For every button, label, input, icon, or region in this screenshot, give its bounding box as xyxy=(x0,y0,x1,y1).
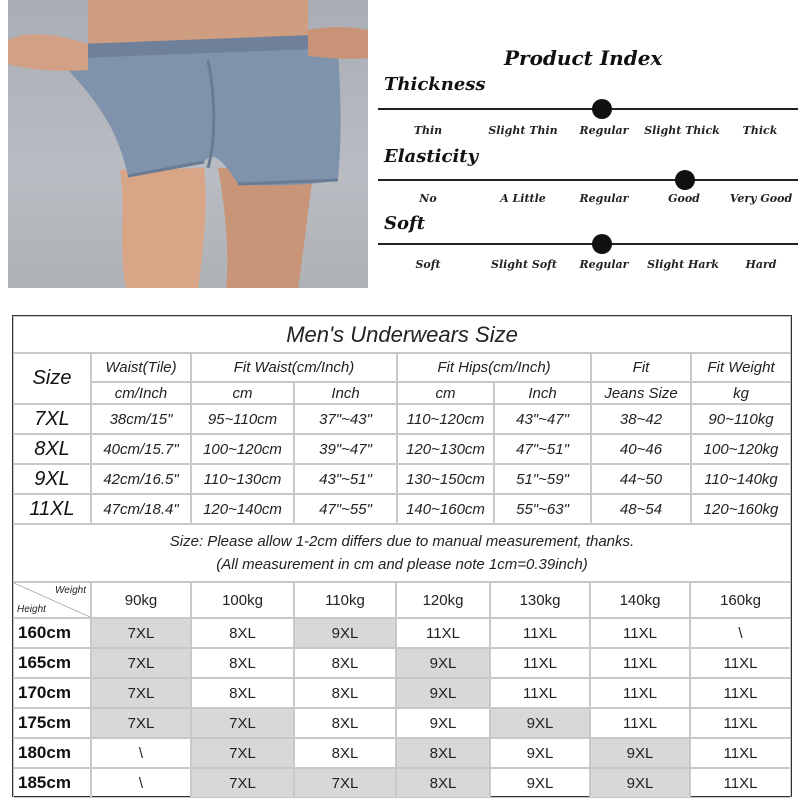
elasticity-level: Very Good xyxy=(729,192,793,205)
size-chart xyxy=(12,315,792,797)
recommended-size-cell: 9XL xyxy=(590,738,690,768)
recommended-size-cell: 11XL xyxy=(490,648,590,678)
size-table-cell: 120~130cm xyxy=(397,434,494,464)
recommended-size-cell: 9XL xyxy=(396,678,490,708)
size-table-cell: 47cm/18.4" xyxy=(91,494,191,524)
elasticity-marker xyxy=(675,170,695,190)
thickness-level: Thick xyxy=(742,124,778,137)
size-table-cell: 43"~51" xyxy=(294,464,397,494)
recommended-size-cell: 8XL xyxy=(396,768,490,798)
weight-header: 100kg xyxy=(191,582,294,618)
recommended-size-cell: 11XL xyxy=(690,648,791,678)
recommended-size-cell: \ xyxy=(91,768,191,798)
height-label: 185cm xyxy=(13,768,91,798)
recommended-size-cell: 8XL xyxy=(294,678,396,708)
thickness-level: Thin xyxy=(413,124,443,137)
soft-level: Hard xyxy=(745,258,777,271)
size-table-cell: 95~110cm xyxy=(191,404,294,434)
recommended-size-cell: 11XL xyxy=(590,708,690,738)
recommended-size-cell: 11XL xyxy=(590,678,690,708)
size-table-cell: 100~120kg xyxy=(691,434,791,464)
height-label: 180cm xyxy=(13,738,91,768)
recommended-size-cell: 11XL xyxy=(690,738,791,768)
product-index-title: Product Index xyxy=(504,46,663,70)
size-table-cell: 47"~55" xyxy=(294,494,397,524)
weight-header: 110kg xyxy=(294,582,396,618)
recommended-size-cell: 7XL xyxy=(91,648,191,678)
size-table-cell: 48~54 xyxy=(591,494,691,524)
recommended-size-cell: 9XL xyxy=(490,768,590,798)
note-line-1: Size: Please allow 1-2cm differs due to manual measurement, thanks. xyxy=(169,533,635,550)
fit-header: Fit xyxy=(591,353,691,382)
unit-header: Inch xyxy=(294,382,397,404)
weight-header: 140kg xyxy=(590,582,690,618)
recommended-size-cell: 9XL xyxy=(490,708,590,738)
size-table-cell: 140~160cm xyxy=(397,494,494,524)
note-line-2: (All measurement in cm and please note 1cm=0.39inch) xyxy=(216,556,588,573)
waist-tile-header: Waist(Tile) xyxy=(91,353,191,382)
size-table-cell: 120~160kg xyxy=(691,494,791,524)
recommended-size-cell: 7XL xyxy=(191,738,294,768)
thickness-scale xyxy=(378,108,798,110)
recommended-size-cell: 7XL xyxy=(191,768,294,798)
recommended-size-cell: 8XL xyxy=(191,678,294,708)
recommended-size-cell: 7XL xyxy=(191,708,294,738)
unit-header: kg xyxy=(691,382,791,404)
size-row-label: 7XL xyxy=(13,404,91,434)
size-table-cell: 130~150cm xyxy=(397,464,494,494)
size-table-cell: 38~42 xyxy=(591,404,691,434)
size-row-label: 9XL xyxy=(13,464,91,494)
recommended-size-cell: 8XL xyxy=(294,708,396,738)
recommended-size-cell: 8XL xyxy=(294,738,396,768)
weight-header: 120kg xyxy=(396,582,490,618)
thickness-marker xyxy=(592,99,612,119)
height-weight-corner xyxy=(13,582,91,618)
thickness-label: Thickness xyxy=(384,74,486,95)
unit-header: cm xyxy=(397,382,494,404)
corner-height-label: Height xyxy=(17,604,46,615)
thickness-level: Regular xyxy=(579,124,629,137)
recommended-size-cell: 9XL xyxy=(590,768,690,798)
recommended-size-cell: 11XL xyxy=(690,768,791,798)
soft-label: Soft xyxy=(384,213,426,234)
height-label: 170cm xyxy=(13,678,91,708)
size-table-cell: 110~140kg xyxy=(691,464,791,494)
size-table-cell: 42cm/16.5" xyxy=(91,464,191,494)
recommended-size-cell: 9XL xyxy=(490,738,590,768)
measurement-note xyxy=(13,524,791,582)
unit-header: cm/Inch xyxy=(91,382,191,404)
recommended-size-cell: 7XL xyxy=(294,768,396,798)
size-row-label: 11XL xyxy=(13,494,91,524)
soft-level: Slight Hark xyxy=(647,258,719,271)
recommended-size-cell: 11XL xyxy=(690,678,791,708)
recommended-size-cell: 8XL xyxy=(294,648,396,678)
elasticity-level: A Little xyxy=(500,192,546,205)
size-table-cell: 40~46 xyxy=(591,434,691,464)
recommended-size-cell: \ xyxy=(91,738,191,768)
height-label: 165cm xyxy=(13,648,91,678)
recommended-size-cell: \ xyxy=(690,618,791,648)
recommended-size-cell: 7XL xyxy=(91,618,191,648)
product-photo xyxy=(8,0,368,288)
size-table-cell: 110~120cm xyxy=(397,404,494,434)
size-table-cell: 47"~51" xyxy=(494,434,591,464)
size-table-cell: 120~140cm xyxy=(191,494,294,524)
recommended-size-cell: 8XL xyxy=(191,648,294,678)
product-index xyxy=(376,40,800,288)
size-table-cell: 43"~47" xyxy=(494,404,591,434)
size-table-cell: 37"~43" xyxy=(294,404,397,434)
weight-header: 90kg xyxy=(91,582,191,618)
thickness-level: Slight Thick xyxy=(644,124,720,137)
unit-header: Jeans Size xyxy=(591,382,691,404)
weight-header: 160kg xyxy=(690,582,791,618)
size-chart-title: Men's Underwears Size xyxy=(13,316,791,353)
soft-level: Slight Soft xyxy=(491,258,557,271)
size-table-cell: 51"~59" xyxy=(494,464,591,494)
height-label: 175cm xyxy=(13,708,91,738)
size-table-cell: 40cm/15.7" xyxy=(91,434,191,464)
unit-header: cm xyxy=(191,382,294,404)
recommended-size-cell: 11XL xyxy=(590,618,690,648)
underwear-model-image xyxy=(8,0,368,288)
size-table-cell: 38cm/15" xyxy=(91,404,191,434)
size-table-cell: 44~50 xyxy=(591,464,691,494)
weight-header: 130kg xyxy=(490,582,590,618)
fit-waist-header: Fit Waist(cm/Inch) xyxy=(191,353,397,382)
size-table-cell: 55"~63" xyxy=(494,494,591,524)
height-label: 160cm xyxy=(13,618,91,648)
soft-level: Soft xyxy=(415,258,441,271)
soft-level: Regular xyxy=(579,258,629,271)
elasticity-level: No xyxy=(419,192,437,205)
recommended-size-cell: 9XL xyxy=(396,708,490,738)
unit-header: Inch xyxy=(494,382,591,404)
recommended-size-cell: 11XL xyxy=(396,618,490,648)
soft-scale xyxy=(378,243,798,245)
recommended-size-cell: 11XL xyxy=(490,678,590,708)
recommended-size-cell: 7XL xyxy=(91,678,191,708)
size-table-cell: 100~120cm xyxy=(191,434,294,464)
size-row-label: 8XL xyxy=(13,434,91,464)
corner-weight-label: Weight xyxy=(55,585,86,596)
soft-marker xyxy=(592,234,612,254)
recommended-size-cell: 8XL xyxy=(396,738,490,768)
recommended-size-cell: 7XL xyxy=(91,708,191,738)
size-table-cell: 90~110kg xyxy=(691,404,791,434)
recommended-size-cell: 9XL xyxy=(294,618,396,648)
recommended-size-cell: 8XL xyxy=(191,618,294,648)
elasticity-label: Elasticity xyxy=(384,146,479,167)
elasticity-level: Regular xyxy=(579,192,629,205)
elasticity-level: Good xyxy=(668,192,700,205)
thickness-level: Slight Thin xyxy=(488,124,558,137)
size-header: Size xyxy=(13,353,91,404)
size-table-cell: 39"~47" xyxy=(294,434,397,464)
elasticity-scale xyxy=(378,179,798,181)
recommended-size-cell: 11XL xyxy=(590,648,690,678)
fit-hips-header: Fit Hips(cm/Inch) xyxy=(397,353,591,382)
recommended-size-cell: 9XL xyxy=(396,648,490,678)
recommended-size-cell: 11XL xyxy=(690,708,791,738)
fit-weight-header: Fit Weight xyxy=(691,353,791,382)
size-table-cell: 110~130cm xyxy=(191,464,294,494)
recommended-size-cell: 11XL xyxy=(490,618,590,648)
